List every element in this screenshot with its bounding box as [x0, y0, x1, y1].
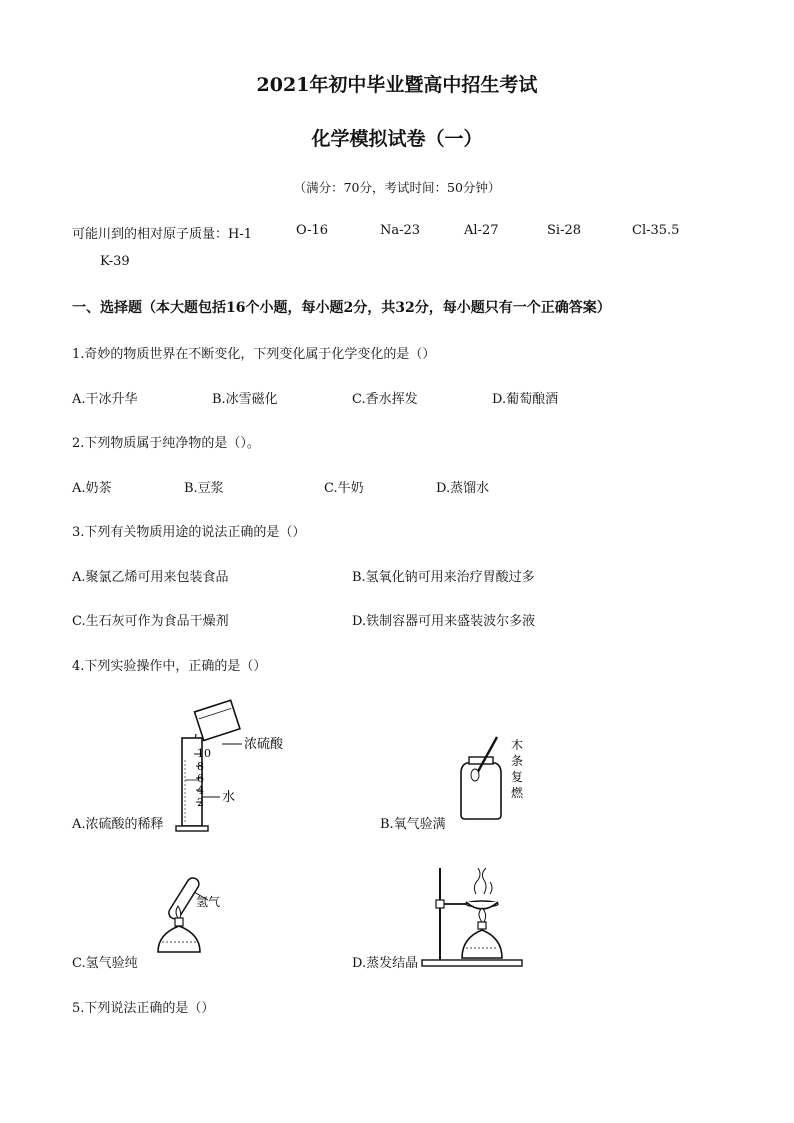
q3-option-d[interactable]: D.铁制容器可用来盛装波尔多液: [352, 614, 536, 629]
figure-hydrogen-test: [150, 872, 240, 967]
scale-label-10: 10: [197, 747, 211, 760]
question-1-stem: 1.奇妙的物质世界在不断变化，下列变化属于化学变化的是（）: [72, 347, 436, 362]
q4-option-c[interactable]: C.氢气验纯: [72, 956, 138, 971]
figure-acid-dilution: [170, 700, 300, 835]
question-4-stem: 4.下列实验操作中，正确的是（）: [72, 659, 267, 674]
question-2-stem: 2.下列物质属于纯净物的是（）。: [72, 436, 260, 451]
exam-title: 2021年初中毕业暨高中招生考试: [256, 74, 538, 96]
q3-option-b[interactable]: B.氢氧化钠可用来治疗胃酸过多: [352, 570, 535, 585]
section-heading: 一、选择题（本大题包括16个小题，每小题2分，共32分，每小题只有一个正确答案）: [72, 300, 611, 316]
q1-option-a[interactable]: A.干冰升华: [72, 392, 138, 407]
q3-option-c[interactable]: C.生石灰可作为食品干燥剂: [72, 614, 229, 629]
atomic-mass-k: K-39: [100, 254, 130, 269]
scale-label-6: 6: [197, 772, 204, 785]
q2-option-b[interactable]: B.豆浆: [184, 481, 224, 496]
atomic-mass-cl: Cl-35.5: [632, 223, 680, 238]
q1-option-d[interactable]: D.葡萄酿酒: [492, 392, 559, 407]
q2-option-c[interactable]: C.牛奶: [324, 481, 364, 496]
label-water: 水: [222, 790, 236, 805]
q4-option-b[interactable]: B.氧气验满: [380, 817, 446, 832]
q2-option-a[interactable]: A.奶茶: [72, 481, 112, 496]
q1-option-c[interactable]: C.香水挥发: [352, 392, 418, 407]
label-tiao: 条: [511, 754, 524, 768]
atomic-mass-o: O-16: [296, 223, 329, 238]
figure-evaporation: [420, 862, 530, 972]
label-hydrogen: 氢气: [196, 895, 221, 909]
scale-label-2: 2: [197, 796, 204, 809]
label-mu: 木: [511, 738, 524, 752]
atomic-mass-label: 可能川到的相对原子质量：H-1: [72, 227, 253, 242]
question-3-stem: 3.下列有关物质用途的说法正确的是（）: [72, 525, 306, 540]
label-fu: 复: [511, 770, 524, 784]
scale-label-8: 8: [197, 760, 204, 773]
atomic-mass-na: Na-23: [380, 223, 421, 238]
q4-option-d[interactable]: D.蒸发结晶: [352, 956, 419, 971]
q3-option-a[interactable]: A.聚氯乙烯可用来包装食品: [72, 570, 229, 585]
label-ran: 燃: [511, 786, 524, 800]
label-conc-acid: 浓硫酸: [244, 737, 284, 752]
atomic-mass-si: Si-28: [547, 223, 581, 238]
atomic-mass-al: Al-27: [464, 223, 499, 238]
q4-option-a[interactable]: A.浓硫酸的稀释: [72, 817, 164, 832]
paper-title: 化学模拟试卷（一）: [311, 128, 483, 150]
exam-info: （满分：70分，考试时间：50分钟）: [293, 180, 501, 195]
scale-label-4: 4: [197, 784, 204, 797]
q2-option-d[interactable]: D.蒸馏水: [436, 481, 490, 496]
figure-oxygen-test: [455, 735, 535, 825]
q1-option-b[interactable]: B.冰雪磁化: [212, 392, 278, 407]
question-5-stem: 5.下列说法正确的是（）: [72, 1001, 215, 1016]
